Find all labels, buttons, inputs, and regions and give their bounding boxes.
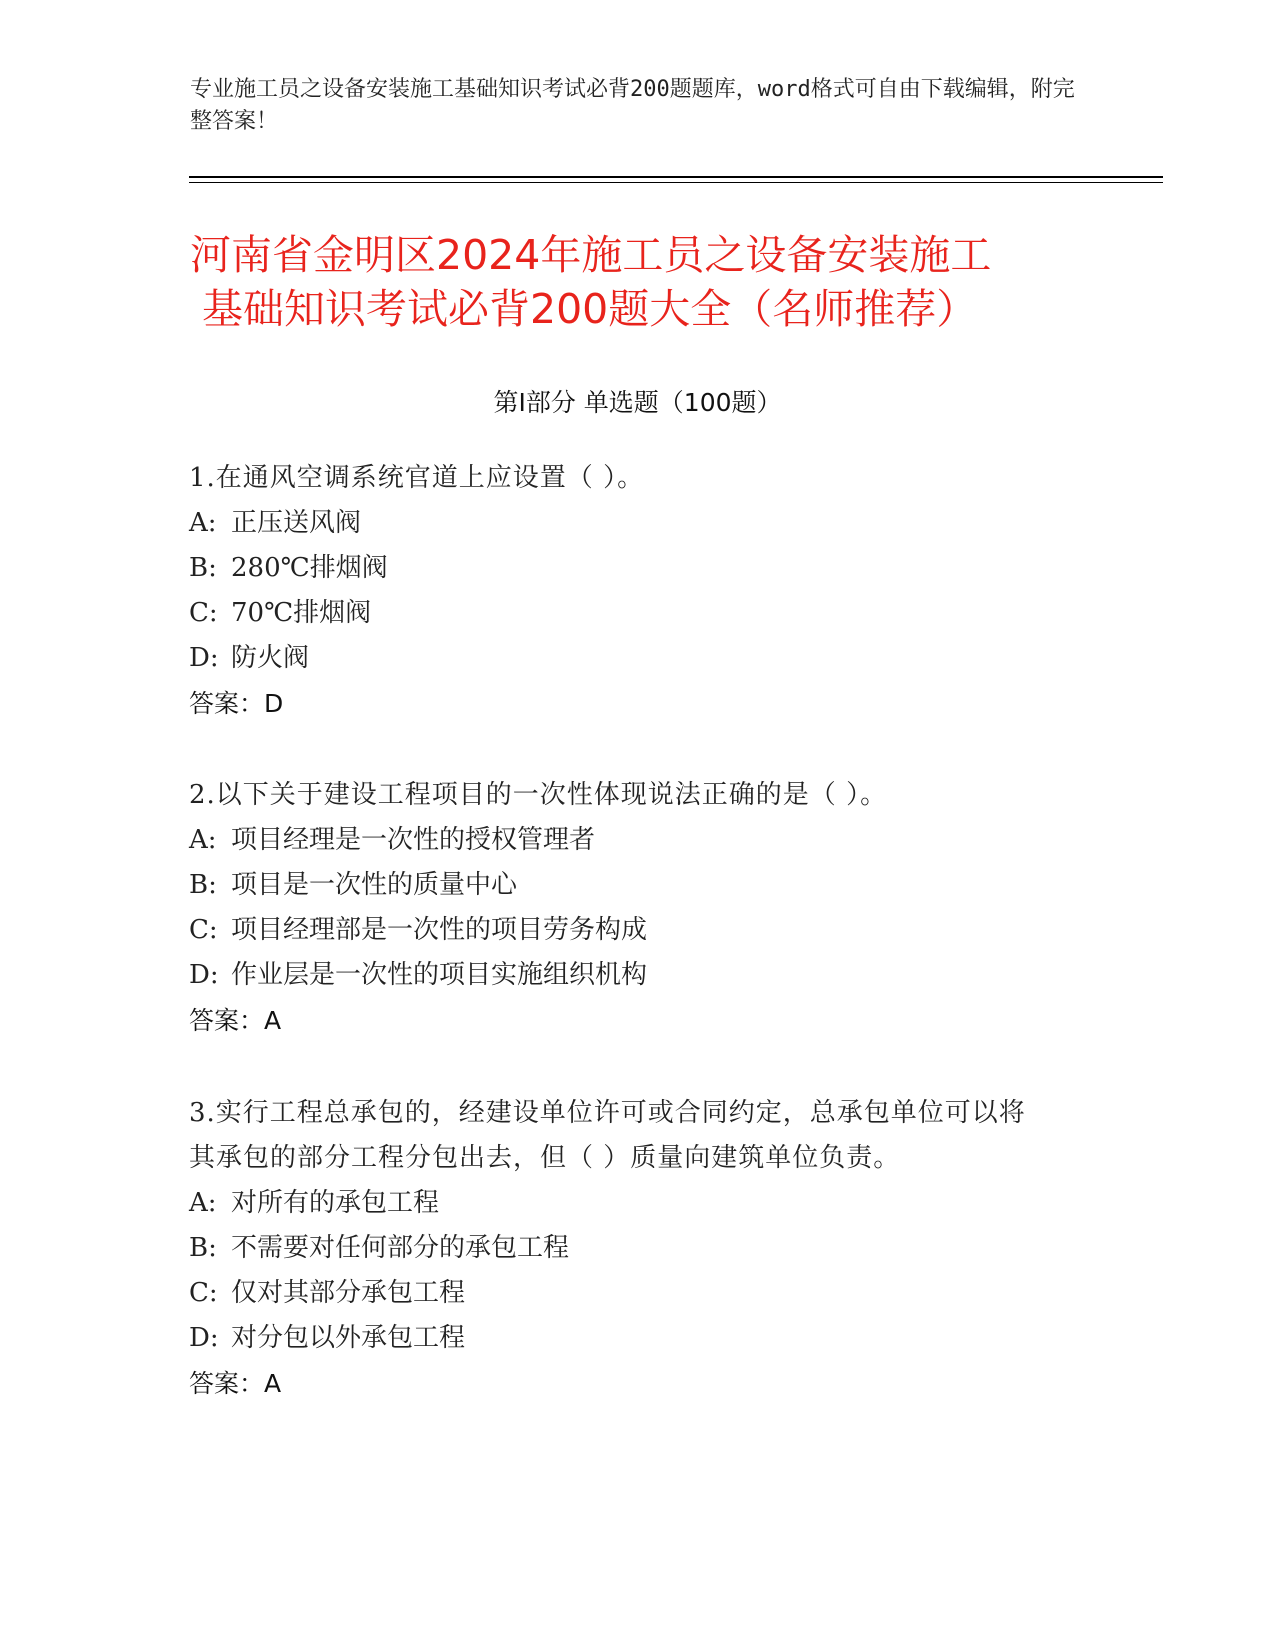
option-text: 项目经理部是一次性的项目劳务构成 (231, 915, 648, 945)
section-heading: 第Ⅰ部分 单选题（100题） (493, 388, 782, 417)
document-title (190, 228, 1090, 336)
option-d (189, 1316, 1049, 1361)
question-2 (189, 773, 1109, 1043)
question-1 (189, 456, 1109, 726)
question-text: 1.在通风空调系统官道上应设置（ ）。 (189, 463, 645, 493)
option-label: C: (189, 598, 218, 628)
option-d (189, 953, 1109, 998)
header-note: 专业施工员之设备安装施工基础知识考试必背200题题库，word格式可自由下载编辑，附完整答案！ (190, 77, 1075, 134)
option-c (189, 1271, 1049, 1316)
option-text: 不需要对任何部分的承包工程 (231, 1233, 570, 1263)
option-label: A: (189, 825, 217, 855)
option-b (189, 863, 1109, 908)
option-label: A: (189, 508, 217, 538)
option-text: 仅对其部分承包工程 (231, 1278, 466, 1308)
option-label: C: (189, 1278, 218, 1308)
option-label: D: (189, 1323, 219, 1353)
header-divider-thin (189, 182, 1163, 183)
option-text: 对所有的承包工程 (231, 1188, 440, 1218)
question-text: 2.以下关于建设工程项目的一次性体现说法正确的是（ ）。 (189, 780, 888, 810)
option-d (189, 636, 1109, 681)
option-c (189, 908, 1109, 953)
option-a (189, 501, 1109, 546)
option-b (189, 546, 1109, 591)
title-line-1: 河南省金明区2024年施工员之设备安装施工 (190, 231, 992, 279)
answer: 答案：D (189, 689, 284, 718)
option-label: A: (189, 1188, 217, 1218)
question-text: 3.实行工程总承包的，经建设单位许可或合同约定，总承包单位可以将其承包的部分工程分包出去，但（ ）质量向建筑单位负责。 (189, 1098, 1026, 1173)
question-3 (189, 1091, 1049, 1406)
option-text: 项目经理是一次性的授权管理者 (231, 825, 596, 855)
option-text: 对分包以外承包工程 (231, 1323, 466, 1353)
answer: 答案：A (189, 1006, 282, 1035)
option-text: 防火阀 (231, 643, 310, 673)
option-text: 70℃排烟阀 (231, 598, 372, 628)
option-label: D: (189, 960, 219, 990)
option-label: C: (189, 915, 218, 945)
option-label: B: (189, 553, 217, 583)
option-label: B: (189, 870, 217, 900)
option-c (189, 591, 1109, 636)
option-text: 正压送风阀 (231, 508, 362, 538)
option-text: 作业层是一次性的项目实施组织机构 (231, 960, 648, 990)
option-a (189, 1181, 1049, 1226)
option-label: D: (189, 643, 219, 673)
option-text: 280℃排烟阀 (231, 553, 388, 583)
option-b (189, 1226, 1049, 1271)
option-text: 项目是一次性的质量中心 (231, 870, 518, 900)
title-line-2: 基础知识考试必背200题大全（名师推荐） (202, 285, 978, 333)
option-a (189, 818, 1109, 863)
header-divider-thick (189, 176, 1163, 178)
answer: 答案：A (189, 1369, 282, 1398)
option-label: B: (189, 1233, 217, 1263)
